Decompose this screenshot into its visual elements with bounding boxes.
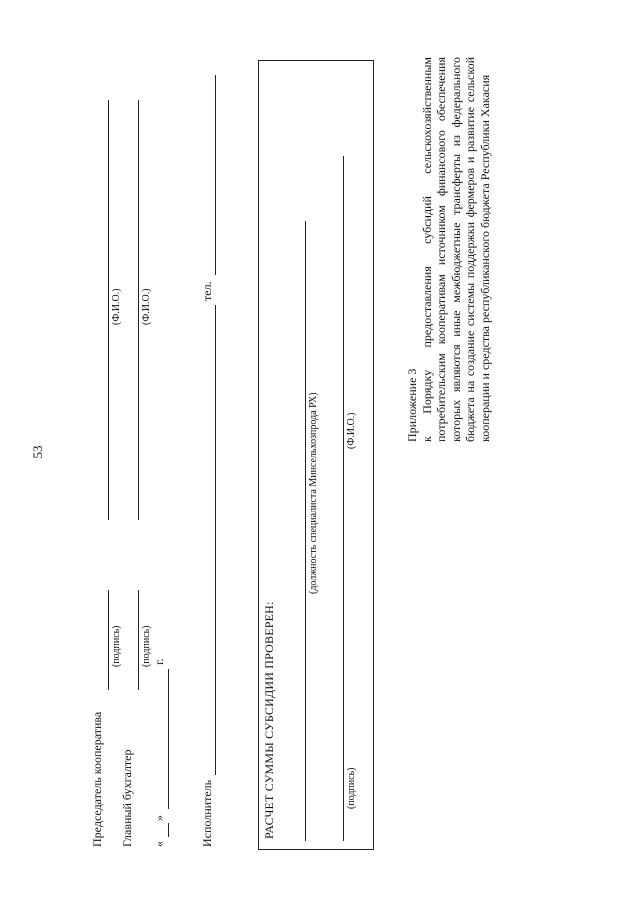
chairman-name-caption: (Ф.И.О.): [111, 288, 122, 325]
accountant-signature-line: [138, 590, 139, 690]
accountant-name-line: [138, 100, 139, 520]
verification-name-caption: (Ф.И.О.): [346, 412, 357, 449]
position-line: [305, 221, 306, 841]
accountant-signature-caption: (подпись): [141, 625, 152, 667]
chairman-name-line: [108, 100, 109, 520]
position-caption: (должность специалиста Минсельхозпрода РХ): [308, 392, 319, 594]
date-open-quote: «: [152, 841, 166, 847]
accountant-name-caption: (Ф.И.О.): [141, 288, 152, 325]
executor-label: Исполнитель: [200, 779, 214, 847]
chairman-label: Председатель кооператива: [90, 711, 104, 847]
year-suffix: г.: [152, 658, 166, 665]
date-day-line: [168, 823, 169, 837]
chairman-signature-caption: (подпись): [111, 625, 122, 667]
appendix-note: [405, 57, 493, 442]
appendix-body: к Порядку предоставления субсидий сельскохозяйственным потребительским кооперативам источником финансового обеспечения которых являются иные межбюджетные трансферты из федерального бюджета на создание системы поддержки фермеров и развитие сельской кооперации и средства республиканского бюджета Республики Хакасия: [419, 57, 492, 442]
chief-accountant-label: Главный бухгалтер: [120, 749, 134, 847]
chairman-signature-line: [108, 590, 109, 690]
verification-section: [258, 60, 374, 850]
executor-line: [215, 305, 216, 775]
appendix-heading: Приложение 3: [405, 368, 419, 442]
page-number: 53: [30, 445, 45, 459]
verification-title: РАСЧЕТ СУММЫ СУБСИДИИ ПРОВЕРЕН:: [262, 601, 276, 839]
phone-line: [215, 75, 216, 275]
date-close-quote: »: [152, 815, 166, 821]
date-month-line: [168, 669, 169, 809]
verification-signature-caption: (подпись): [346, 767, 357, 809]
phone-label: тел.: [200, 281, 214, 301]
verification-signature-line: [343, 156, 344, 841]
